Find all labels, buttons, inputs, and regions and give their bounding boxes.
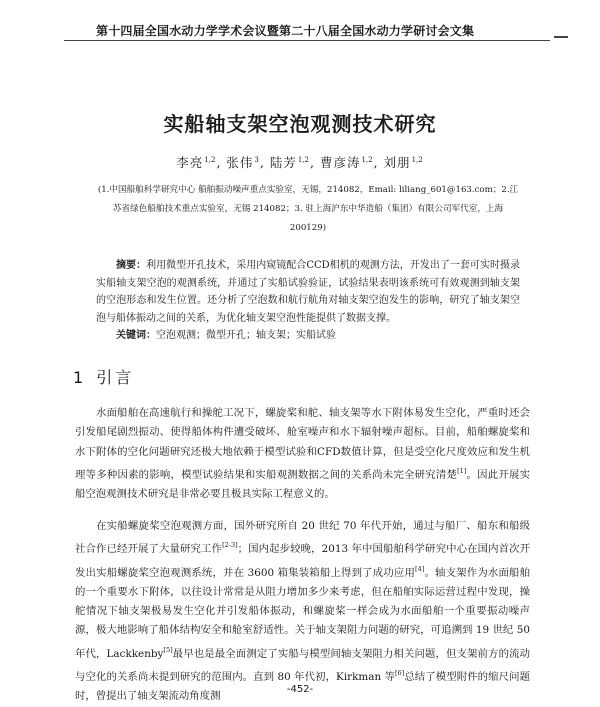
section-title-text: 引言: [96, 368, 135, 387]
section-number: 1: [73, 368, 87, 387]
citation-ref: [5]: [163, 645, 173, 654]
affiliation-block: (1.中国船舶科学研究中心 船舶振动噪声重点实验室，无锡，214082，Email: liliang_601@163.com；2.江苏省绿色船舶技术重点实验室，无锡 214082；3. 驻上海沪东中华造船（集团）有限公司军代室，上海 200129): [97, 185, 519, 233]
author-name: 李亮: [176, 155, 204, 170]
keywords-text: 空泡观测；微型开孔；轴支架；实船试验: [156, 330, 336, 341]
author-affiliation-mark: 3: [254, 156, 259, 164]
paper-title: 实船轴支架空泡观测技术研究: [163, 112, 437, 136]
author-name: 曹彦涛: [319, 155, 361, 170]
author-affiliation-mark: 1,2: [411, 156, 423, 164]
author-name: 张伟: [226, 155, 254, 170]
author-list: 李亮$^{1,2}$, 张伟$^3$, 陆芳$^{1,2}$, 曹彦涛$^{1,2}$, 刘朋$^{1,2}$: [176, 155, 423, 170]
keywords: [116, 327, 520, 344]
running-header: 第十四届全国水动力学学术会议暨第二十八届全国水动力学研讨会文集: [96, 24, 475, 38]
author-affiliation-mark: 1,2: [361, 156, 373, 164]
section-heading: [73, 365, 134, 388]
author-name: 陆芳: [269, 155, 297, 170]
abstract: [96, 257, 520, 327]
body-paragraph: 在实船螺旋桨空泡观测方面，国外研究所自 20 世纪 70 年代开始，通过与船厂、船东和船级社合作已经开展了大量研究工作[2-3]；国内起步较晚，2013 年中国船舶科学研究中心在国内首次开发出实船螺旋桨空泡观测系统，并在 3600 箱集装箱船上得到了成功应用[4]。轴支架作为水面船舶的一个重要水下附体，以往设计常常是从阻力增加多少来考虑，但在船舶实际运营过程中发现，操舵情况下轴支架极易发生空化并引发船体振动，和螺旋桨一样会成为水面船舶一个重要振动噪声源，极大地影响了船体结构安全和舱室舒适性。关于轴支架阻力问题的研究，可追溯到 19 世纪 50 年代，Lackkenby[5]最早也是最全面测定了实船与模型间轴支架阻力相关问题，但支架前方的流动与空化的关系尚未提到研究的范围内。直到 80 年代初，Kirkman 等[6]总结了模型附件的缩尺问题时，曾提出了轴支架流动角度测: [75, 520, 531, 703]
keywords-label: 关键词：: [116, 330, 156, 341]
citation-ref: [4]: [415, 564, 425, 573]
author-name: 刘朋: [383, 155, 411, 170]
citation-ref: [6]: [395, 669, 405, 678]
author-affiliation-mark: 1,2: [204, 156, 216, 164]
author-affiliation-mark: 1,2: [297, 156, 309, 164]
page-number: -452-: [286, 684, 314, 695]
citation-ref: [1]: [457, 466, 467, 475]
header-rule: [64, 40, 550, 41]
header-mark: [554, 36, 568, 38]
abstract-label: 摘要：: [116, 260, 147, 271]
abstract-text: 利用微型开孔技术，采用内窥镜配合CCD相机的观测方法，开发出了一套可实时摄录实船轴支架空泡的观测系统，并通过了实船试验验证，试验结果表明该系统可有效观测到轴支架的空泡形态和发生位置。还分析了空泡数和航行航角对轴支架空泡发生的影响，研究了轴支架空泡与船体振动之间的关系，为优化轴支架空泡性能提供了数据支撑。: [96, 260, 521, 324]
citation-ref: [2-3]: [222, 541, 238, 550]
body-paragraph: 水面船舶在高速航行和操舵工况下，螺旋桨和舵、轴支架等水下附体易发生空化，严重时还会引发船尾剧烈振动、使得船体构件遭受破坏、舱室噪声和水下辐射噪声超标。目前，船舶螺旋桨和水下附体的空化问题研究还极大地依赖于模型试验和CFD数值计算，但是受空化尺度效应和发生机理等多种因素的影响，模型试验结果和实船观测数据之间的关系尚未完全研究清楚[1]。因此开展实船空泡观测技术研究是非常必要且极具实际工程意义的。: [75, 407, 531, 501]
